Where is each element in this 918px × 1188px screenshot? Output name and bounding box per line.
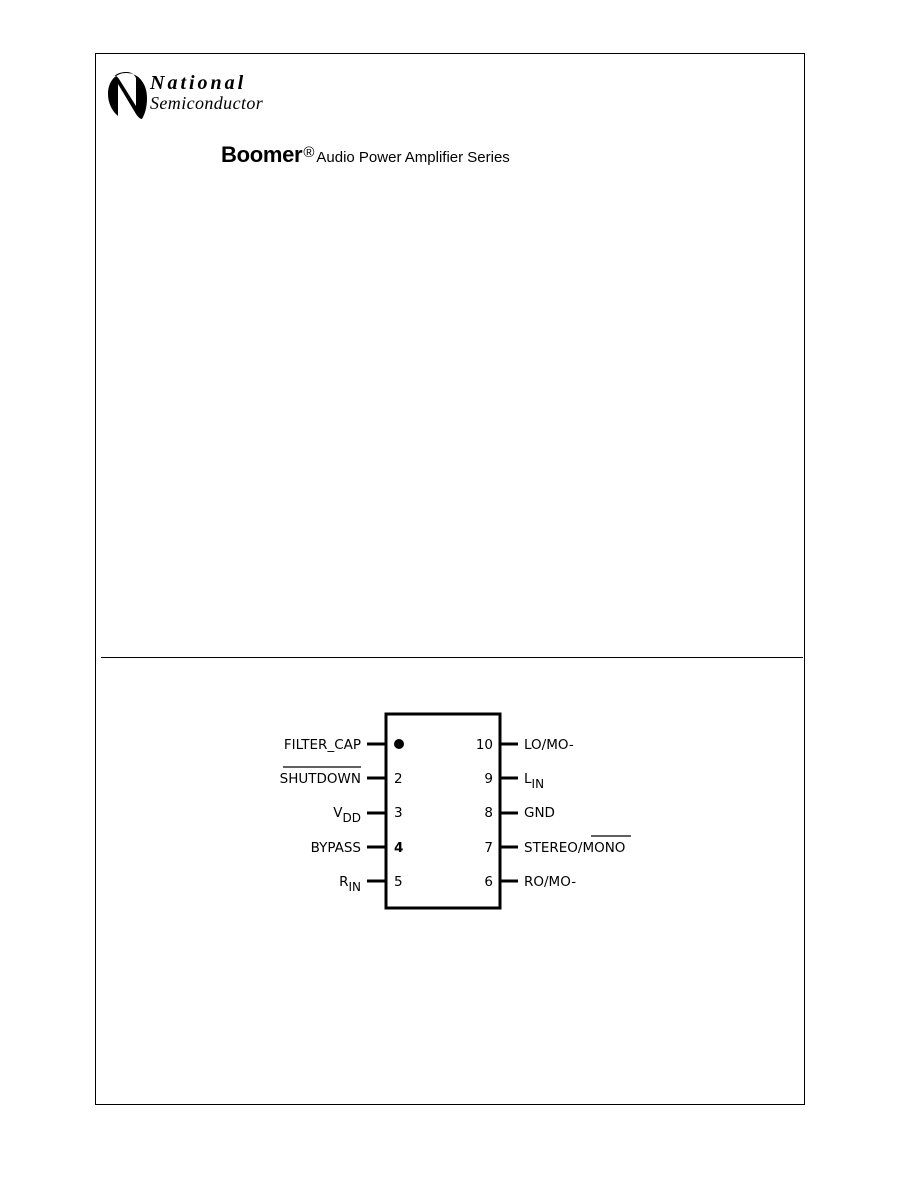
pin9-number: 9 [484,771,493,787]
pin10-number: 10 [475,737,493,753]
pin3-label-sub: DD [342,811,361,825]
pin7-label-main: STEREO/ [524,840,583,856]
pin5-number: 5 [394,874,403,890]
series-suffix: Audio Power Amplifier Series [316,149,510,166]
series-name: Boomer [221,142,303,167]
pin6-label: RO/MO- [524,874,577,890]
pin3-number: 3 [394,805,403,821]
logo-company-line2: Semiconductor [150,93,264,113]
pin7-label-overbar: MONO [582,840,626,856]
pin6-number: 6 [484,874,493,890]
pin9-label-sub: IN [531,777,545,791]
pin1-label: FILTER_CAP [283,737,361,753]
pin4-number: 4 [394,840,404,856]
pin5-label-sub: IN [348,880,361,894]
pin8-number: 8 [484,805,493,821]
pin7-number: 7 [484,840,493,856]
pin9-label [524,771,544,791]
pin8-label: GND [524,805,555,821]
pin9-label-main: L [524,771,532,787]
registered-mark: ® [303,144,315,161]
pin3-label [333,805,361,825]
pin7-label [524,840,625,856]
pin4-label: BYPASS [310,840,361,856]
pin2-label: SHUTDOWN [279,771,361,787]
pin5-label-main: R [339,874,349,890]
pin2-number: 2 [394,771,403,787]
pin1-indicator-dot [394,739,404,749]
pin5-label [339,874,361,894]
pin3-label-main: V [333,805,343,821]
pin10-label: LO/MO- [524,737,574,753]
logo-company-line1: National [150,72,247,94]
